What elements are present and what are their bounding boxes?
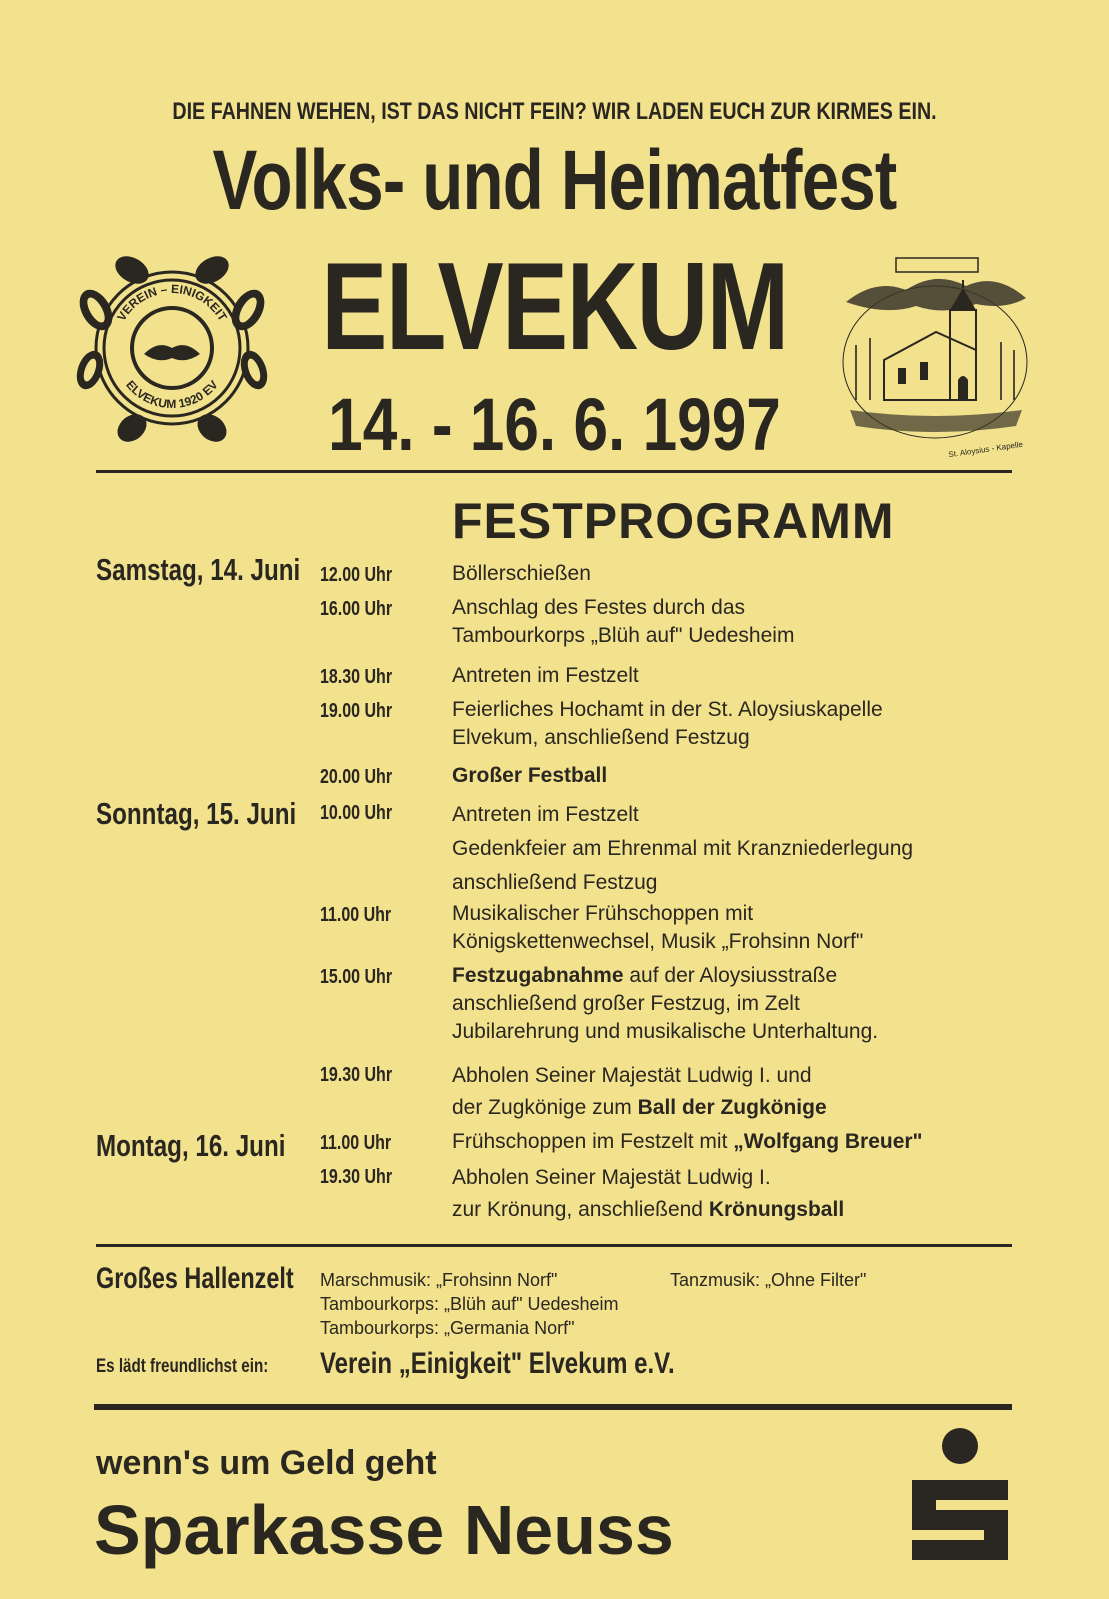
chapel-caption: St. Aloysius - Kapelle (947, 439, 1024, 460)
place-name: ELVEKUM (321, 238, 788, 376)
day-monday: Montag, 16. Juni (96, 1128, 286, 1163)
footer-rule (94, 1404, 1012, 1410)
day-saturday: Samstag, 14. Juni (96, 552, 301, 587)
entry-desc: Großer Festball (452, 764, 608, 787)
sparkasse-logo-icon (900, 1428, 1020, 1568)
tagline: DIE FAHNEN WEHEN, IST DAS NICHT FEIN? WIR LADEN EUCH ZUR KIRMES EIN. (172, 98, 937, 125)
header-rule (96, 470, 1012, 473)
hall-music-3: Tambourkorps: „Germania Norf" (320, 1318, 575, 1338)
entry-desc: Musikalischer Frühschoppen mit Königskettenwechsel, Musik „Frohsinn Norf" (452, 902, 864, 953)
emblem-bottom-text: ELVEKUM 1920 EV (123, 377, 221, 412)
festival-title: Volks- und Heimatfest (212, 133, 897, 227)
host-name: Verein „Einigkeit" Elvekum e.V. (320, 1347, 675, 1380)
entry-time: 18.30 Uhr (320, 666, 393, 688)
entry-time: 20.00 Uhr (320, 766, 393, 788)
entry-time: 15.00 Uhr (320, 966, 393, 988)
entry-time: 16.00 Uhr (320, 598, 393, 620)
entry-desc: Antreten im Festzelt Gedenkfeier am Ehrenmal mit Kranzniederlegung anschließend Festzug (452, 803, 914, 894)
entry-desc: Anschlag des Festes durch das Tambourkorps „Blüh auf" Uedesheim (452, 596, 795, 647)
entry-desc: Frühschoppen im Festzelt mit „Wolfgang Breuer" (452, 1130, 923, 1153)
entry-desc: Festzugabnahme auf der Aloysiusstraße anschließend großer Festzug, im Zelt Jubilarehrung und musikalische Unterhaltung. (452, 964, 879, 1043)
hall-title: Großes Hallenzelt (96, 1262, 294, 1295)
entry-desc: Antreten im Festzelt (452, 664, 639, 687)
entry-desc: Feierliches Hochamt in der St. Aloysiuskapelle Elvekum, anschließend Festzug (452, 698, 883, 749)
entry-time: 19.00 Uhr (320, 700, 393, 722)
hall-dance: Tanzmusik: „Ohne Filter" (670, 1270, 867, 1290)
day-sunday: Sonntag, 15. Juni (96, 796, 297, 831)
hall-music-1: Marschmusik: „Frohsinn Norf" (320, 1270, 558, 1290)
sponsor-slogan: wenn's um Geld geht (96, 1444, 437, 1482)
entry-time: 19.30 Uhr (320, 1166, 393, 1188)
entry-time: 12.00 Uhr (320, 564, 393, 586)
svg-text:VEREIN – EINIGKEIT (114, 282, 230, 324)
chapel-illustration (836, 250, 1034, 460)
program-rule (96, 1244, 1012, 1247)
entry-desc: Böllerschießen (452, 562, 591, 585)
festival-dates: 14. - 16. 6. 1997 (328, 383, 781, 466)
program-heading: FESTPROGRAMM (452, 493, 895, 549)
entry-time: 19.30 Uhr (320, 1064, 393, 1086)
entry-time: 10.00 Uhr (320, 802, 393, 824)
sponsor-name: Sparkasse Neuss (94, 1491, 674, 1569)
hall-music-2: Tambourkorps: „Blüh auf" Uedesheim (320, 1294, 619, 1314)
club-emblem (72, 250, 272, 446)
entry-time: 11.00 Uhr (320, 904, 392, 926)
emblem-top-text: VEREIN – EINIGKEIT (114, 281, 230, 324)
entry-time: 11.00 Uhr (320, 1132, 392, 1154)
entry-desc: Abholen Seiner Majestät Ludwig I. zur Krönung, anschließend Krönungsball (452, 1166, 845, 1221)
entry-desc: Abholen Seiner Majestät Ludwig I. und der Zugkönige zum Ball der Zugkönige (452, 1064, 827, 1119)
invite-label: Es lädt freundlichst ein: (96, 1356, 269, 1377)
